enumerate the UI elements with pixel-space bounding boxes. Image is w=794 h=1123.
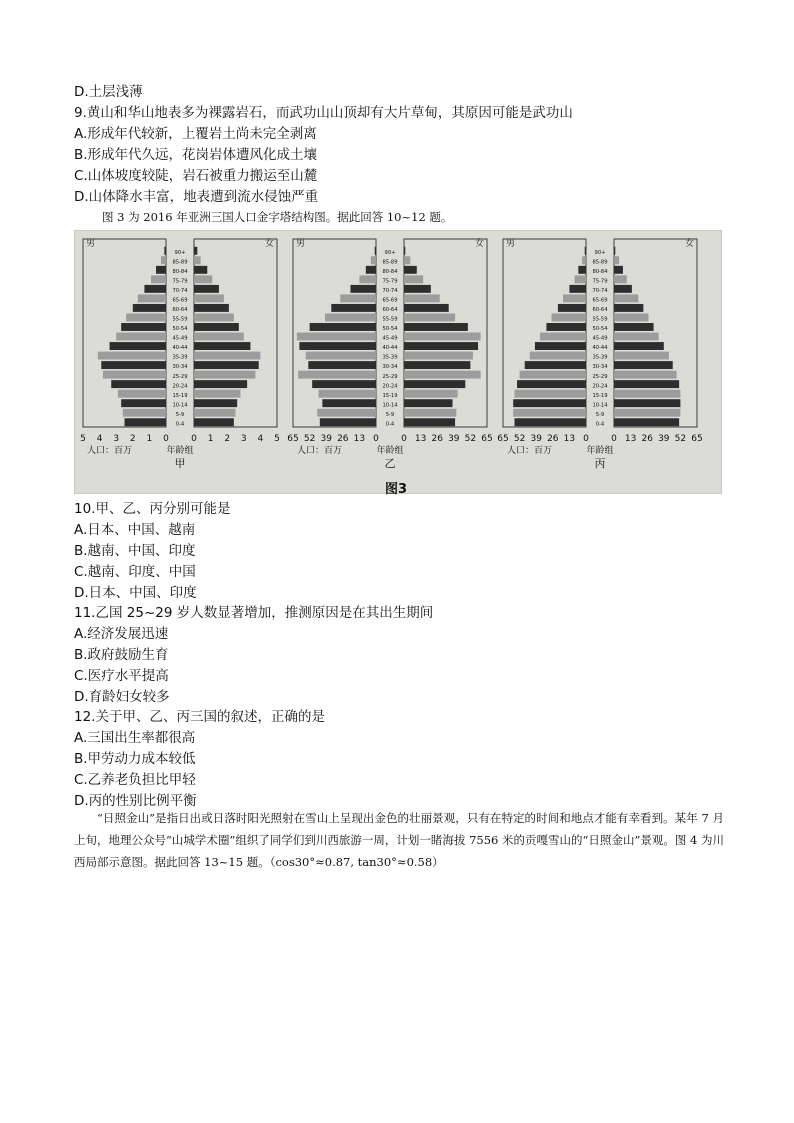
age-label-2-5: 25-29 [592,373,608,380]
tick-label-2-6: 0 [611,434,617,444]
female-bar-0-3 [194,390,240,398]
tick-label-2-0: 65 [497,434,509,444]
age-label-0-18: 90+ [174,249,186,256]
male-bar-0-1 [123,409,166,417]
age-label-2-9: 45-49 [592,335,608,342]
female-bar-2-17 [614,256,619,264]
female-bar-1-7 [404,352,473,360]
female-label-2: 女 [685,239,695,249]
male-bar-1-12 [331,304,376,312]
age-label-2-18: 90+ [594,249,606,256]
female-bar-2-13 [614,294,638,302]
female-bar-1-1 [404,409,456,417]
male-bar-1-16 [366,266,376,274]
female-bar-0-13 [194,294,224,302]
tick-label-0-4: 1 [146,434,153,444]
age-label-2-12: 60-64 [592,307,608,314]
female-bar-1-17 [404,256,410,264]
male-bar-2-5 [520,371,586,379]
age-label-1-18: 90+ [384,249,396,256]
option-12b: B.甲劳动力成本较低 [74,751,196,767]
question-12: 12.关于甲、乙、丙三国的叙述，正确的是 [74,709,325,725]
female-bar-0-1 [194,409,236,417]
age-label-1-3: 15-19 [382,392,398,399]
age-label-2-6: 30-34 [592,364,608,371]
tick-label-1-7: 13 [414,434,427,444]
male-bar-2-12 [558,304,586,312]
male-bar-0-18 [164,247,166,255]
age-label-2-17: 85-89 [592,259,608,266]
tick-label-1-4: 13 [353,434,366,444]
male-bar-0-6 [101,361,166,369]
age-label-0-6: 30-34 [172,364,188,371]
axis-unit-label-2: 人口：百万 [507,446,553,456]
female-bar-0-5 [194,371,255,379]
male-label-0: 男 [86,239,96,249]
female-bar-0-11 [194,313,234,321]
age-label-1-14: 70-74 [382,288,398,295]
option-9a: A.形成年代较新，上覆岩土尚未完全剥离 [74,126,317,142]
age-label-2-15: 75-79 [592,278,608,285]
male-bar-1-18 [375,247,376,255]
male-bar-1-4 [312,380,376,388]
male-bar-1-9 [297,333,376,341]
passage-13-15 [74,807,724,873]
option-10b: B.越南、中国、印度 [74,543,196,559]
female-bar-1-15 [404,275,423,283]
option-11b: B.政府鼓励生育 [74,647,169,663]
tick-label-1-3: 26 [337,434,349,444]
option-10a: A.日本、中国、越南 [74,522,196,538]
tick-label-1-8: 26 [431,434,443,444]
age-label-1-9: 45-49 [382,335,398,342]
tick-label-1-10: 52 [464,434,477,444]
age-label-0-0: 0-4 [175,421,185,428]
option-12c: C.乙养老负担比甲轻 [74,772,196,788]
tick-label-0-1: 4 [96,434,103,444]
figure3-intro: 图 3 为 2016 年亚洲三国人口金字塔结构图。据此回答 10~12 题。 [102,210,453,224]
female-bar-0-16 [194,266,207,274]
option-8d: D.土层浅薄 [74,84,143,100]
question-10: 10.甲、乙、丙分别可能是 [74,501,231,517]
male-bar-0-0 [125,418,167,426]
female-bar-2-18 [614,247,615,255]
female-bar-2-5 [614,371,677,379]
tick-label-0-9: 3 [240,434,247,444]
age-label-2-2: 10-14 [592,402,608,409]
male-bar-1-3 [319,390,376,398]
tick-label-1-9: 39 [448,434,460,444]
age-label-1-12: 60-64 [382,307,398,314]
age-label-1-17: 85-89 [382,259,398,266]
male-bar-0-16 [156,266,166,274]
male-bar-0-4 [111,380,166,388]
male-bar-1-5 [298,371,376,379]
tick-label-1-11: 65 [481,434,493,444]
option-9b: B.形成年代久远，花岗岩体遭风化成土壤 [74,147,318,163]
male-bar-1-14 [350,285,376,293]
male-bar-0-8 [110,342,166,350]
tick-label-1-2: 39 [320,434,332,444]
female-bar-1-11 [404,313,455,321]
age-label-1-7: 35-39 [382,354,398,361]
tick-label-2-7: 13 [624,434,637,444]
tick-label-0-6: 0 [191,434,197,444]
male-bar-0-13 [138,294,166,302]
age-label-1-11: 55-59 [382,316,398,323]
age-label-1-1: 5-9 [385,411,395,418]
male-bar-0-12 [133,304,166,312]
tick-label-1-5: 0 [373,434,379,444]
age-label-1-13: 65-69 [382,297,398,304]
age-label-2-14: 70-74 [592,288,608,295]
tick-label-1-0: 65 [287,434,299,444]
pyramid-name-1: 乙 [384,457,396,470]
option-10d: D.日本、中国、印度 [74,585,197,601]
female-bar-0-2 [194,399,237,407]
age-label-0-5: 25-29 [172,373,188,380]
male-bar-0-15 [151,275,166,283]
age-label-2-11: 55-59 [592,316,608,323]
axis-unit-label-1: 人口：百万 [297,446,343,456]
female-bar-1-13 [404,294,440,302]
tick-label-1-6: 0 [401,434,407,444]
female-label-0: 女 [265,239,275,249]
female-bar-2-4 [614,380,679,388]
question-9: 9.黄山和华山地表多为裸露岩石，而武功山山顶却有大片草甸，其原因可能是武功山 [74,105,573,121]
female-bar-0-8 [194,342,250,350]
female-bar-0-10 [194,323,239,331]
age-label-1-10: 50-54 [382,326,398,333]
female-bar-2-14 [614,285,632,293]
tick-label-0-7: 1 [207,434,214,444]
age-label-1-15: 75-79 [382,278,398,285]
male-bar-2-16 [578,266,586,274]
tick-label-0-10: 4 [257,434,264,444]
male-bar-1-0 [320,418,376,426]
male-bar-1-10 [310,323,376,331]
male-bar-0-7 [98,352,166,360]
option-11d: D.育龄妇女较多 [74,689,170,705]
female-bar-0-14 [194,285,219,293]
male-bar-2-14 [569,285,586,293]
age-label-0-10: 50-54 [172,326,188,333]
age-label-1-5: 25-29 [382,373,398,380]
age-label-2-0: 0-4 [595,421,605,428]
tick-label-2-9: 39 [658,434,670,444]
age-axis-label-1: 年龄组 [376,446,404,456]
male-bar-0-10 [121,323,166,331]
male-bar-2-17 [582,256,586,264]
age-label-0-4: 20-24 [172,383,188,390]
female-bar-0-17 [194,256,201,264]
male-bar-0-3 [118,390,166,398]
tick-label-0-2: 3 [113,434,120,444]
male-bar-2-15 [575,275,586,283]
age-label-0-8: 40-44 [172,345,188,352]
female-bar-1-0 [404,418,455,426]
age-label-2-4: 20-24 [592,383,608,390]
female-bar-0-0 [194,418,234,426]
age-label-1-6: 30-34 [382,364,398,371]
tick-label-2-3: 26 [547,434,559,444]
age-label-0-14: 70-74 [172,288,188,295]
option-10c: C.越南、印度、中国 [74,564,196,580]
age-label-1-16: 80-84 [382,268,398,275]
option-11a: A.经济发展迅速 [74,626,169,642]
age-label-0-12: 60-64 [172,307,188,314]
male-label-1: 男 [296,239,306,249]
female-bar-1-10 [404,323,468,331]
question-11: 11.乙国 25~29 岁人数显著增加，推测原因是在其出生期间 [74,605,434,621]
passage-text: “日照金山”是指日出或日落时阳光照射在雪山上呈现出金色的壮丽景观，只有在特定的时间和地点才能有幸看到。某年 7 月上旬，地理公众号“山城学术圈”组织了同学们到川西旅游一周，计划一睹海拔 7556 米的贡嘎雪山的“日照金山”景观。图 4 为川西局部示意图。据此回答 13~15 题。（cos30°≈0.87, tan30°≈0.58） [74,811,724,869]
male-bar-1-2 [322,399,376,407]
female-bar-2-9 [614,333,659,341]
tick-label-0-5: 0 [163,434,169,444]
option-11c: C.医疗水平提高 [74,668,169,684]
age-label-0-3: 15-19 [172,392,188,399]
male-bar-2-18 [585,247,586,255]
female-bar-2-6 [614,361,673,369]
female-bar-1-12 [404,304,449,312]
male-bar-0-11 [126,313,166,321]
female-bar-1-18 [404,247,405,255]
tick-label-0-8: 2 [224,434,231,444]
tick-label-0-11: 5 [274,434,280,444]
population-pyramid-figure [74,230,722,494]
male-bar-1-6 [308,361,376,369]
female-bar-0-6 [194,361,259,369]
female-bar-1-3 [404,390,458,398]
male-bar-1-17 [371,256,376,264]
male-bar-0-5 [103,371,166,379]
male-bar-2-2 [513,399,586,407]
age-label-2-3: 15-19 [592,392,608,399]
female-bar-0-7 [194,352,260,360]
age-label-0-15: 75-79 [172,278,188,285]
tick-label-2-11: 65 [691,434,703,444]
female-bar-1-6 [404,361,470,369]
male-bar-2-11 [552,313,586,321]
male-bar-1-15 [359,275,376,283]
age-label-2-10: 50-54 [592,326,608,333]
age-label-1-4: 20-24 [382,383,398,390]
age-label-2-13: 65-69 [592,297,608,304]
figure-caption: 图3 [385,482,408,497]
female-bar-2-12 [614,304,643,312]
axis-unit-label-0: 人口：百万 [87,446,133,456]
age-label-0-13: 65-69 [172,297,188,304]
age-axis-label-2: 年龄组 [586,446,614,456]
age-label-1-8: 40-44 [382,345,398,352]
male-bar-0-14 [144,285,166,293]
female-bar-2-16 [614,266,623,274]
option-12a: A.三国出生率都很高 [74,730,196,746]
option-9d: D.山体降水丰富，地表遭到流水侵蚀严重 [74,189,319,205]
male-bar-2-8 [535,342,586,350]
male-bar-1-7 [306,352,376,360]
female-bar-0-15 [194,275,212,283]
female-bar-2-1 [614,409,680,417]
tick-label-2-10: 52 [674,434,687,444]
female-bar-2-2 [614,399,680,407]
age-label-0-1: 5-9 [175,411,185,418]
tick-label-2-4: 13 [563,434,576,444]
female-bar-1-2 [404,399,453,407]
tick-label-2-5: 0 [583,434,589,444]
age-label-0-11: 55-59 [172,316,188,323]
tick-label-2-2: 39 [530,434,542,444]
male-bar-0-17 [161,256,166,264]
male-bar-2-10 [546,323,586,331]
male-bar-1-13 [340,294,376,302]
female-bar-0-4 [194,380,247,388]
age-label-1-2: 10-14 [382,402,398,409]
age-label-0-17: 85-89 [172,259,188,266]
female-bar-1-4 [404,380,465,388]
age-label-0-9: 45-49 [172,335,188,342]
male-bar-2-7 [530,352,586,360]
age-axis-label-0: 年龄组 [166,446,194,456]
female-bar-0-18 [194,247,197,255]
female-bar-2-11 [614,313,648,321]
male-bar-1-1 [317,409,376,417]
male-bar-0-9 [116,333,166,341]
age-label-2-16: 80-84 [592,268,608,275]
age-label-0-7: 35-39 [172,354,188,361]
female-label-1: 女 [475,239,485,249]
age-label-2-1: 5-9 [595,411,605,418]
female-bar-1-16 [404,266,417,274]
male-bar-1-11 [325,313,376,321]
male-label-2: 男 [506,239,516,249]
option-9c: C.山体坡度较陡，岩石被重力搬运至山麓 [74,168,318,184]
female-bar-2-7 [614,352,669,360]
female-bar-1-8 [404,342,478,350]
male-bar-1-8 [299,342,376,350]
female-bar-2-3 [614,390,680,398]
female-bar-1-9 [404,333,481,341]
male-bar-2-0 [514,418,586,426]
age-label-2-8: 40-44 [592,345,608,352]
age-label-0-16: 80-84 [172,268,188,275]
option-12d: D.丙的性别比例平衡 [74,793,197,809]
pyramid-name-2: 丙 [594,457,606,470]
female-bar-0-9 [194,333,244,341]
female-bar-2-15 [614,275,627,283]
female-bar-1-14 [404,285,431,293]
female-bar-0-12 [194,304,229,312]
male-bar-2-4 [517,380,586,388]
male-bar-2-1 [513,409,586,417]
female-bar-2-0 [614,418,679,426]
pyramid-charts-svg [75,231,721,493]
male-bar-0-2 [121,399,166,407]
tick-label-2-8: 26 [641,434,653,444]
tick-label-2-1: 52 [513,434,526,444]
age-label-2-7: 35-39 [592,354,608,361]
age-label-1-0: 0-4 [385,421,395,428]
male-bar-2-9 [540,333,586,341]
male-bar-2-3 [514,390,586,398]
tick-label-0-3: 2 [129,434,136,444]
female-bar-2-10 [614,323,654,331]
female-bar-2-8 [614,342,664,350]
male-bar-2-13 [563,294,586,302]
tick-label-1-1: 52 [303,434,316,444]
tick-label-0-0: 5 [80,434,86,444]
pyramid-name-0: 甲 [174,457,186,470]
female-bar-1-5 [404,371,481,379]
age-label-0-2: 10-14 [172,402,188,409]
male-bar-2-6 [525,361,586,369]
